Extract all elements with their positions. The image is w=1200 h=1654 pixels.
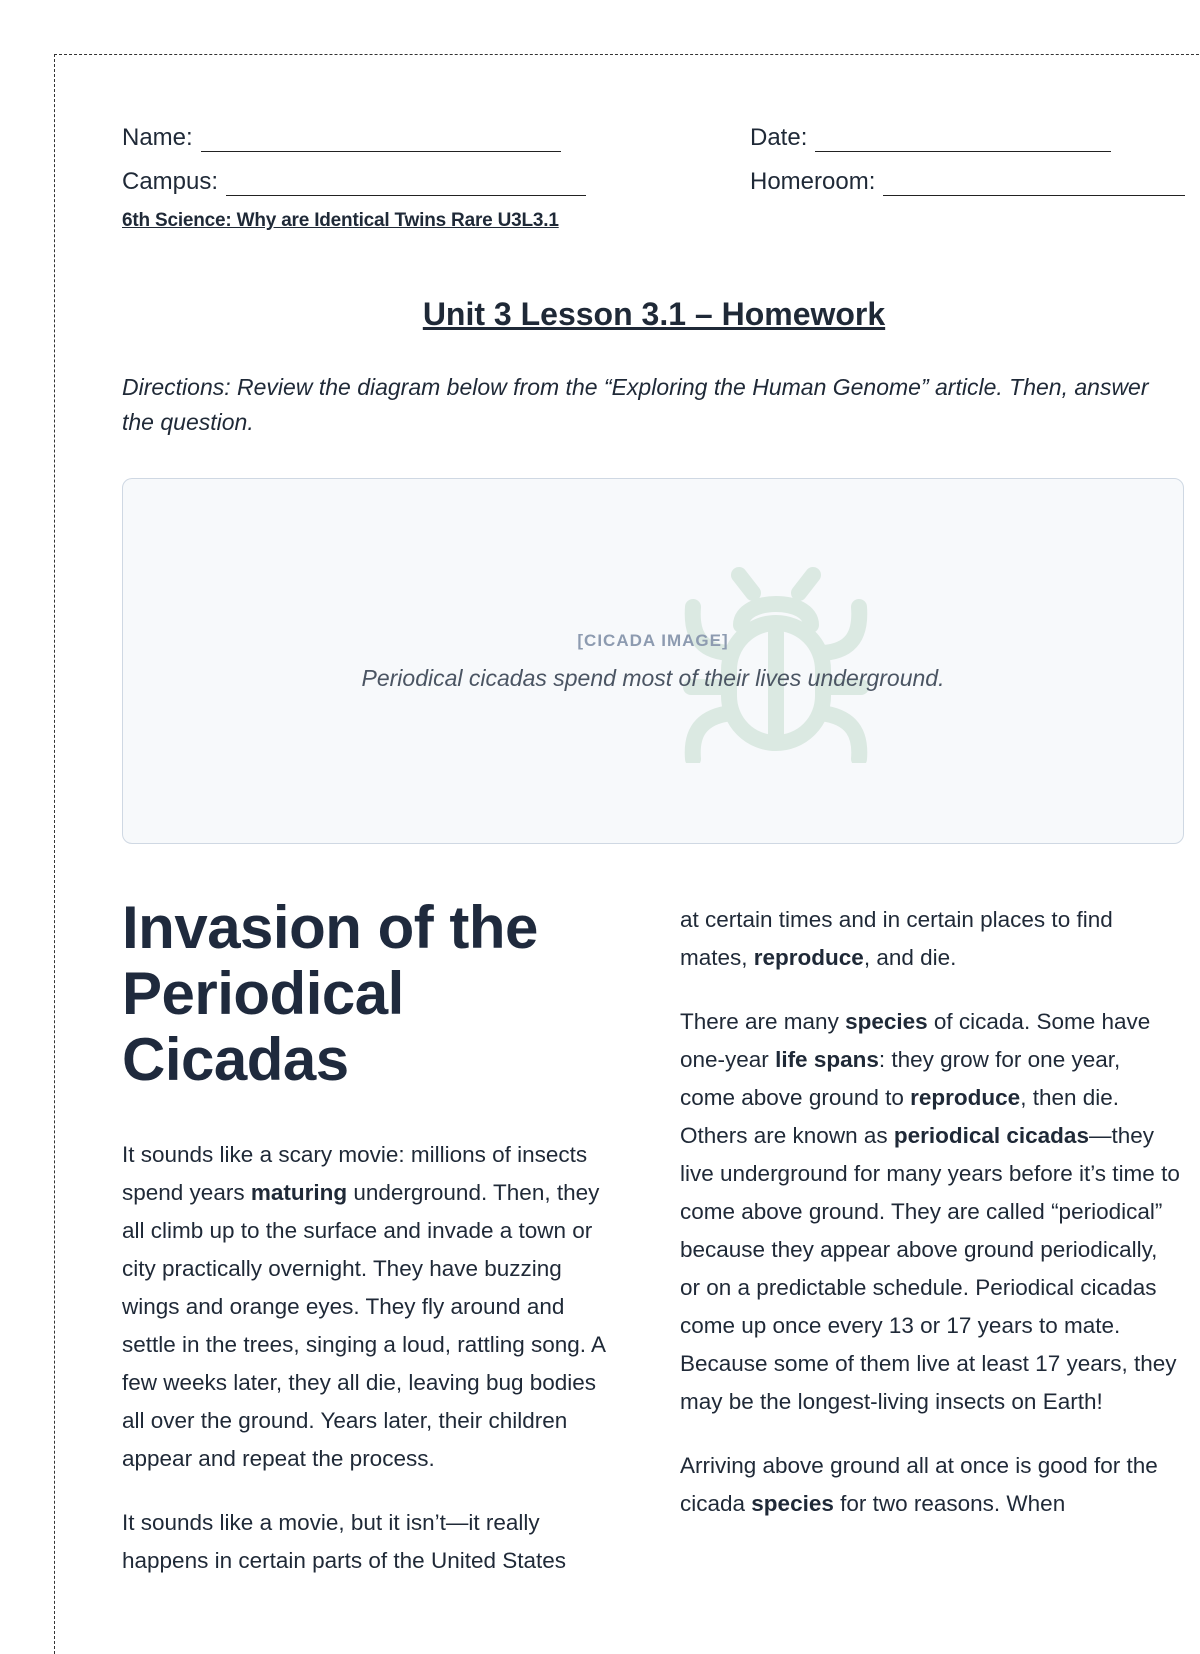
campus-line[interactable]	[226, 171, 586, 196]
figure-caption: Periodical cicadas spend most of their lives underground.	[361, 665, 945, 691]
page-title: Unit 3 Lesson 3.1 – Homework	[422, 296, 886, 332]
vocab-term: reproduce	[910, 1085, 1021, 1110]
article-left-column	[122, 1136, 622, 1606]
name-field[interactable]	[122, 124, 561, 152]
paragraph: It sounds like a scary movie: millions of insects spend years maturing underground. Then, they all climb up to the surface and invade a town or city practically overnight. They have buzzing wings and orange eyes. They fly around and settle in the trees, singing a loud, rattling song. A few weeks later, they all die, leaving bug bodies all over the ground. Years later, their children appear and repeat the process.	[122, 1142, 605, 1471]
vocab-term: periodical cicadas	[893, 1123, 1089, 1148]
vocab-term: maturing	[250, 1180, 348, 1205]
date-line[interactable]	[815, 127, 1111, 152]
bug-icon	[681, 563, 871, 763]
name-label: Name:	[122, 124, 193, 151]
figure-placeholder	[122, 478, 1184, 844]
image-placeholder-label: [CICADA IMAGE]	[577, 631, 729, 650]
homeroom-label: Homeroom:	[750, 168, 876, 195]
date-field[interactable]	[750, 124, 1111, 152]
vocab-term: reproduce	[753, 945, 864, 970]
vocab-term: species	[751, 1491, 834, 1516]
vocab-term: life spans	[775, 1047, 879, 1072]
course-line: 6th Science: Why are Identical Twins Rare U3L3.1	[122, 210, 559, 231]
homeroom-line[interactable]	[883, 171, 1185, 196]
article-title: Invasion of the Periodical Cicadas	[122, 894, 538, 1093]
name-line[interactable]	[201, 127, 561, 152]
paragraph: at certain times and in certain places to find mates, reproduce, and die.	[680, 907, 1113, 970]
paragraph: There are many species of cicada. Some have one-year life spans: they grow for one year, come above ground to reproduce, then die. Others are known as periodical cicadas—they live underground for many years before it’s time to come above ground. They are called “periodical” because they appear above ground periodically, or on a predictable schedule. Periodical cicadas come up once every 13 or 17 years to mate. Because some of them live at least 17 years, they may be the longest-living insects on Earth!	[680, 1009, 1180, 1414]
article-right-column	[680, 901, 1180, 1549]
campus-field[interactable]	[122, 168, 586, 196]
homeroom-field[interactable]	[750, 168, 1185, 196]
directions: Directions: Review the diagram below from the “Exploring the Human Genome” article. Then, answer the question.	[122, 374, 1149, 435]
vocab-term: species	[845, 1009, 928, 1034]
campus-label: Campus:	[122, 168, 219, 195]
date-label: Date:	[750, 124, 808, 151]
paragraph: Arriving above ground all at once is good for the cicada species for two reasons. When	[680, 1453, 1158, 1516]
paragraph: It sounds like a movie, but it isn’t—it really happens in certain parts of the United States	[122, 1510, 567, 1573]
